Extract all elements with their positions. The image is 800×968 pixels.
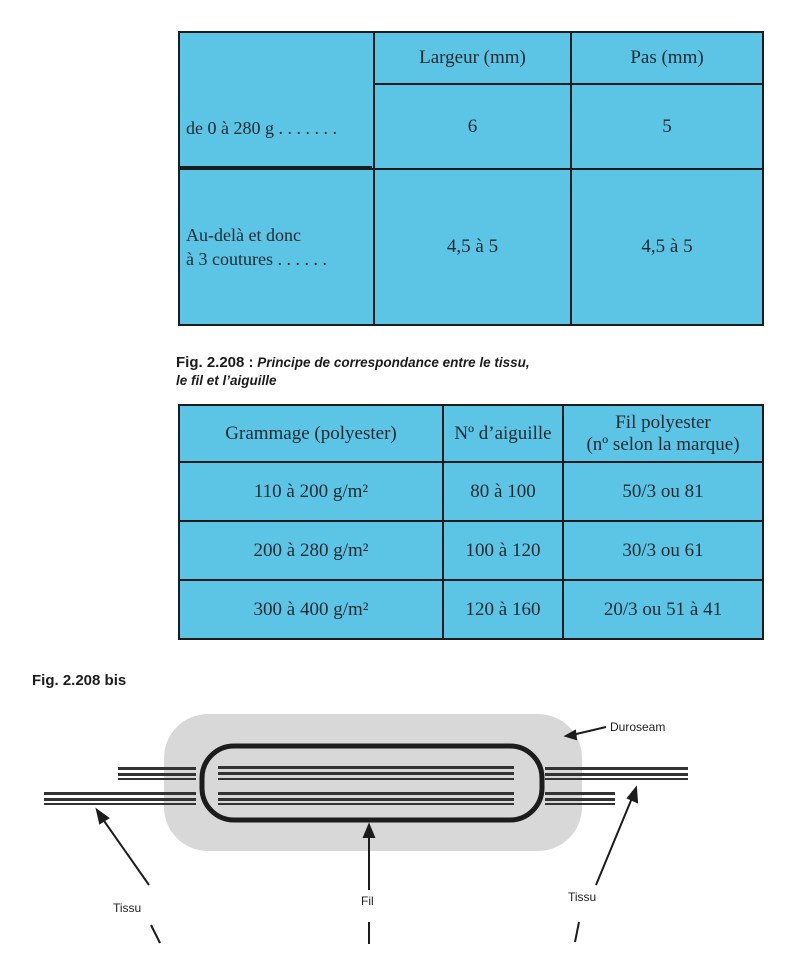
- table1-row1-largeur: 6: [374, 84, 571, 169]
- table2-row2-fil: 30/3 ou 61: [563, 521, 763, 580]
- table1-header-largeur: Largeur (mm): [374, 32, 571, 84]
- duroseam-label: Duroseam: [610, 720, 666, 734]
- seam-diagram: [0, 700, 800, 968]
- table1-row2-label-line1: Au-delà et donc: [186, 225, 301, 245]
- table2-row2-aiguille: 100 à 120: [443, 521, 563, 580]
- table2-row1-fil: 50/3 ou 81: [563, 462, 763, 521]
- table1-row2-label: [179, 169, 374, 325]
- table1-row1-label: de 0 à 280 g . . . . . . .: [186, 118, 337, 138]
- tissu-left-label: Tissu: [113, 901, 142, 915]
- table1-row2-label-line2: à 3 coutures . . . . . .: [186, 249, 327, 269]
- table1-row2-largeur: 4,5 à 5: [374, 169, 571, 325]
- fig-208-caption-line2: le fil et l’aiguille: [176, 373, 277, 388]
- table2-header-fil-line1: Fil polyester: [615, 411, 711, 433]
- needle-correspondence-table: [178, 404, 764, 640]
- fig-208-bis-title: Fig. 2.208 bis: [32, 672, 127, 689]
- table2-header-grammage: Grammage (polyester): [179, 405, 443, 462]
- fig-208-caption: [176, 354, 530, 371]
- table1-corner-cell: [179, 32, 374, 169]
- table2-header-fil-line2: (nº selon la marque): [586, 433, 740, 455]
- duroseam-body: [164, 714, 582, 851]
- table2-row3-fil: 20/3 ou 51 à 41: [563, 580, 763, 639]
- fig-208-caption-line1: Principe de correspondance entre le tissu,: [257, 355, 530, 370]
- table2-row2-grammage: 200 à 280 g/m²: [179, 521, 443, 580]
- seam-width-table: [178, 31, 764, 326]
- table1-header-pas: Pas (mm): [571, 32, 763, 84]
- table2-row3-aiguille: 120 à 160: [443, 580, 563, 639]
- tissu-right-label: Tissu: [568, 890, 597, 904]
- fig-208-number: Fig. 2.208 :: [176, 354, 254, 371]
- table1-row2-pas: 4,5 à 5: [571, 169, 763, 325]
- table1-corner-divider: [178, 166, 372, 168]
- table2-row1-grammage: 110 à 200 g/m²: [179, 462, 443, 521]
- table2-header-fil: [563, 405, 763, 462]
- table2-row3-grammage: 300 à 400 g/m²: [179, 580, 443, 639]
- table1-row1-pas: 5: [571, 84, 763, 169]
- table2-row1-aiguille: 80 à 100: [443, 462, 563, 521]
- fig-208-caption-second: [176, 373, 277, 388]
- tissu-left-arrowhead: [97, 810, 108, 823]
- tissu-right-arrowhead: [628, 788, 637, 802]
- fil-label: Fil: [361, 894, 374, 908]
- table2-header-aiguille: Nº d’aiguille: [443, 405, 563, 462]
